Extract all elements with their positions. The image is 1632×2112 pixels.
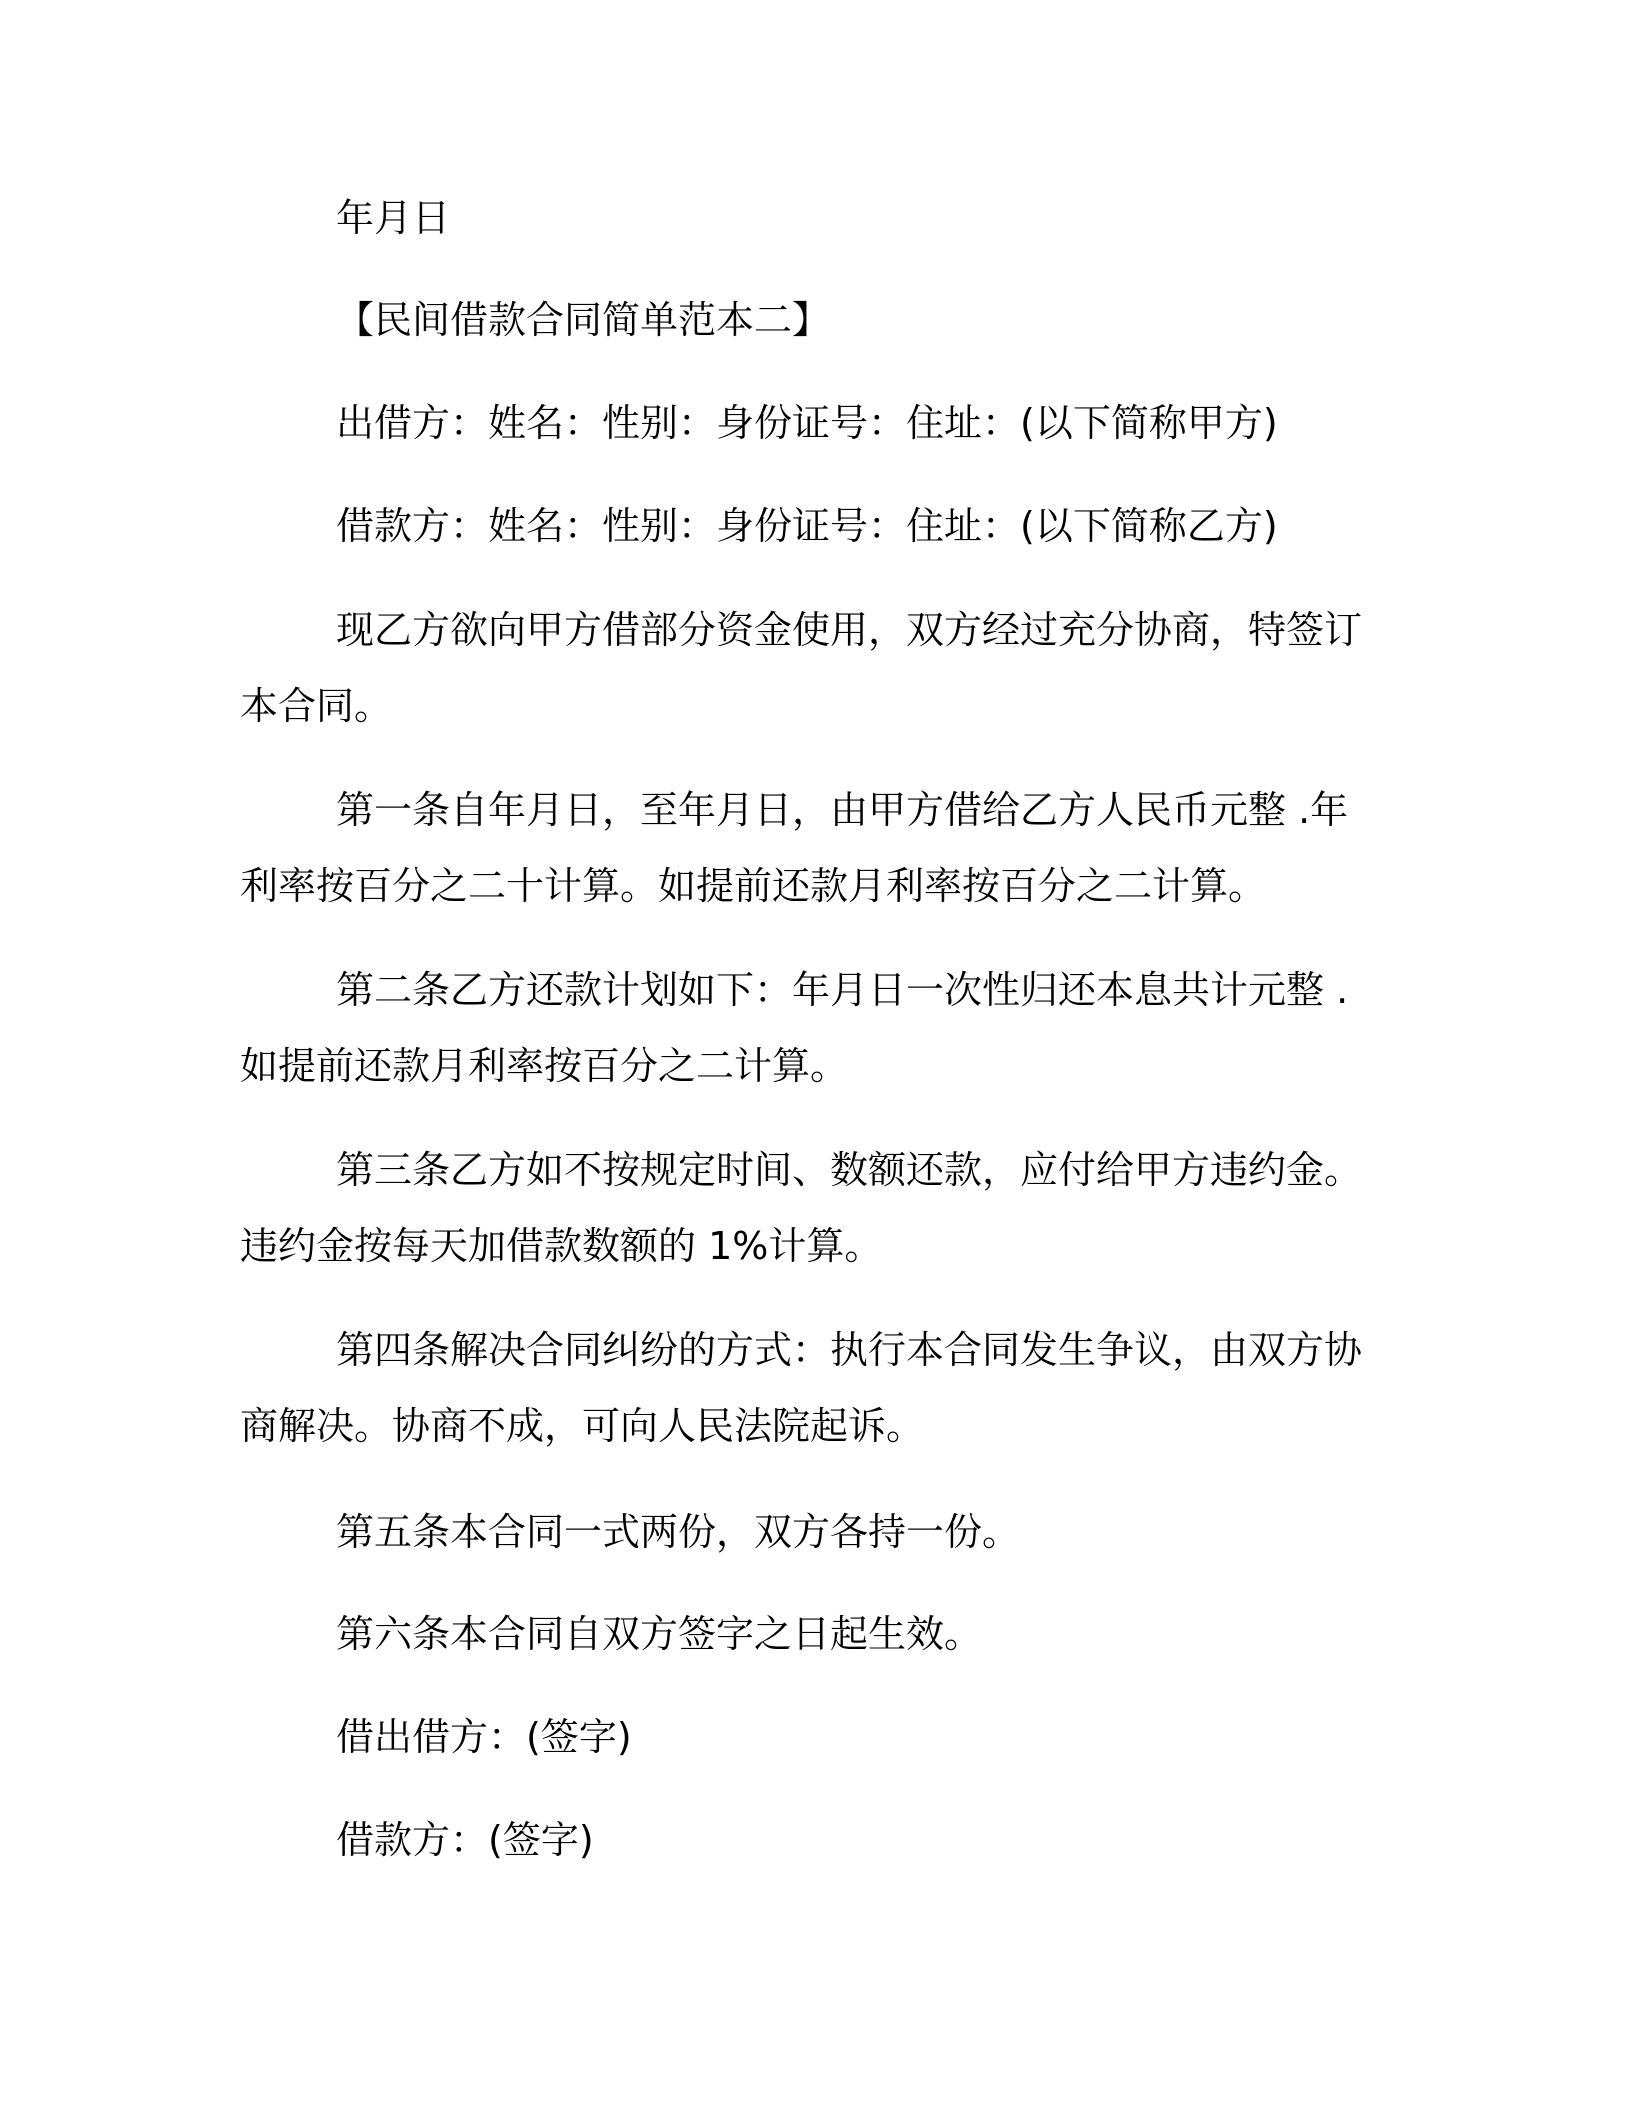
lender-signature: 借出借方：(签字) — [336, 1715, 632, 1759]
article-5: 第五条本合同一式两份，双方各持一份。 — [336, 1510, 1021, 1554]
lender-info: 出借方：姓名：性别：身份证号：住址：(以下简称甲方) — [336, 401, 1278, 445]
borrower-info: 借款方：姓名：性别：身份证号：住址：(以下简称乙方) — [336, 504, 1278, 548]
article-6: 第六条本合同自双方签字之日起生效。 — [336, 1612, 983, 1656]
article-3: 第三条乙方如不按规定时间、数额还款，应付给甲方违约金。违约金按每天加借款数额的 1%计算。 — [240, 1148, 1363, 1268]
document-heading: 【民间借款合同简单范本二】 — [336, 298, 831, 342]
article-1: 第一条自年月日，至年月日，由甲方借给乙方人民币元整 .年利率按百分之二十计算。如提前还款月利率按百分之二计算。 — [240, 788, 1349, 908]
date-line: 年月日 — [336, 196, 451, 240]
article-4: 第四条解决合同纠纷的方式：执行本合同发生争议，由双方协商解决。协商不成，可向人民法院起诉。 — [240, 1328, 1363, 1448]
borrower-signature: 借款方：(签字) — [336, 1818, 594, 1862]
article-2: 第二条乙方还款计划如下：年月日一次性归还本息共计元整 .如提前还款月利率按百分之二计算。 — [240, 968, 1349, 1088]
intro-paragraph: 现乙方欲向甲方借部分资金使用，双方经过充分协商，特签订本合同。 — [240, 608, 1363, 728]
